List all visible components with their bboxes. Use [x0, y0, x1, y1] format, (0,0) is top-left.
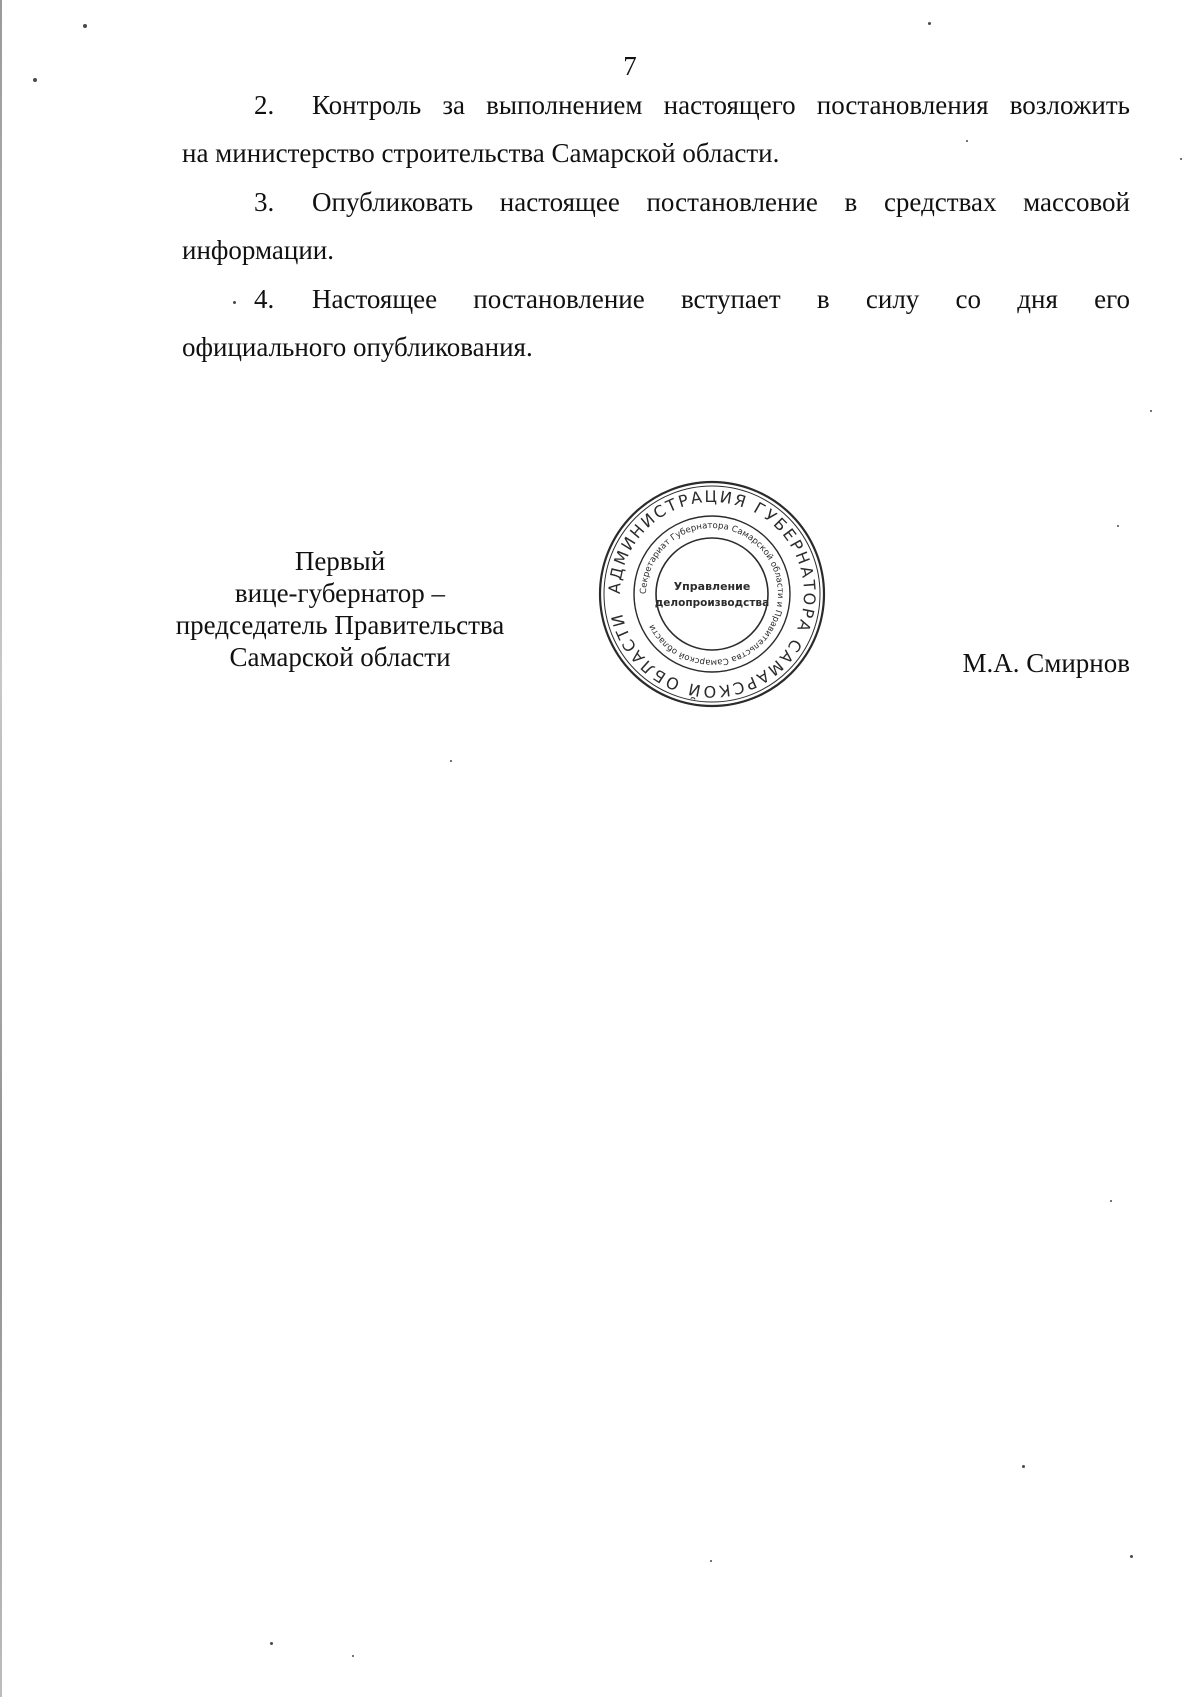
scan-speck: [1180, 158, 1182, 160]
scan-speck: [1117, 525, 1119, 527]
scan-speck: [450, 760, 452, 762]
signer-position-line: Первый: [294, 546, 386, 576]
paragraph-text-cont: официального опубликования.: [182, 332, 533, 362]
paragraph-number: 2.: [254, 90, 275, 120]
scan-edge: [0, 0, 2, 1697]
signer-name: М.А. Смирнов: [962, 648, 1130, 678]
paragraph-line: [182, 275, 1130, 323]
seal-inner-ring: [656, 538, 768, 650]
scan-speck: [270, 1642, 273, 1645]
paragraph-2: [182, 81, 1130, 177]
scan-speck: [1022, 1465, 1025, 1468]
paragraph-number: 3.: [254, 187, 275, 217]
paragraph-3: [182, 178, 1130, 274]
seal-middle-ring: [634, 516, 790, 672]
signer-position-line: председатель Правительства: [175, 610, 505, 640]
scan-speck: [233, 301, 236, 304]
signer-position-line: вице-губернатор –: [234, 578, 446, 608]
scan-speck: [1130, 1555, 1133, 1558]
paragraph-number: 4.: [254, 284, 275, 314]
paragraph-text-cont: информации.: [182, 235, 334, 265]
scan-speck: [33, 78, 37, 82]
official-seal: [596, 478, 828, 710]
paragraph-text: Настоящее постановление вступает в силу со дня его: [312, 284, 1130, 314]
scan-speck: [710, 1560, 712, 1562]
scan-speck: [928, 22, 931, 25]
paragraph-text: Опубликовать настоящее постановление в средствах массовой: [312, 187, 1130, 217]
seal-outer-text: АДМИНИСТРАЦИЯ ГУБЕРНАТОРА САМАРСКОЙ ОБЛАСТИ: [604, 486, 820, 702]
seal-center-line-2: делопроизводства: [654, 597, 770, 609]
paragraph-text: Контроль за выполнением настоящего постановления возложить: [312, 90, 1130, 120]
page-number: 7: [623, 51, 637, 81]
seal-center-line-1: Управление: [673, 580, 751, 593]
paragraph-line: [182, 81, 1130, 129]
paragraph-4: [182, 275, 1130, 371]
paragraph-text-cont: на министерство строительства Самарской области.: [182, 138, 780, 168]
signer-position-line: Самарской области: [229, 642, 451, 672]
scan-speck: [1150, 410, 1152, 412]
scan-speck: [1110, 1200, 1112, 1202]
scan-speck: [83, 24, 87, 28]
scan-speck: [352, 1655, 354, 1657]
paragraph-line: [182, 178, 1130, 226]
signer-position: [150, 545, 530, 673]
seal-inner-text: Секретариат Губернатора Самарской области и Правительства Самарской области: [638, 520, 786, 668]
scan-speck: [966, 140, 968, 142]
